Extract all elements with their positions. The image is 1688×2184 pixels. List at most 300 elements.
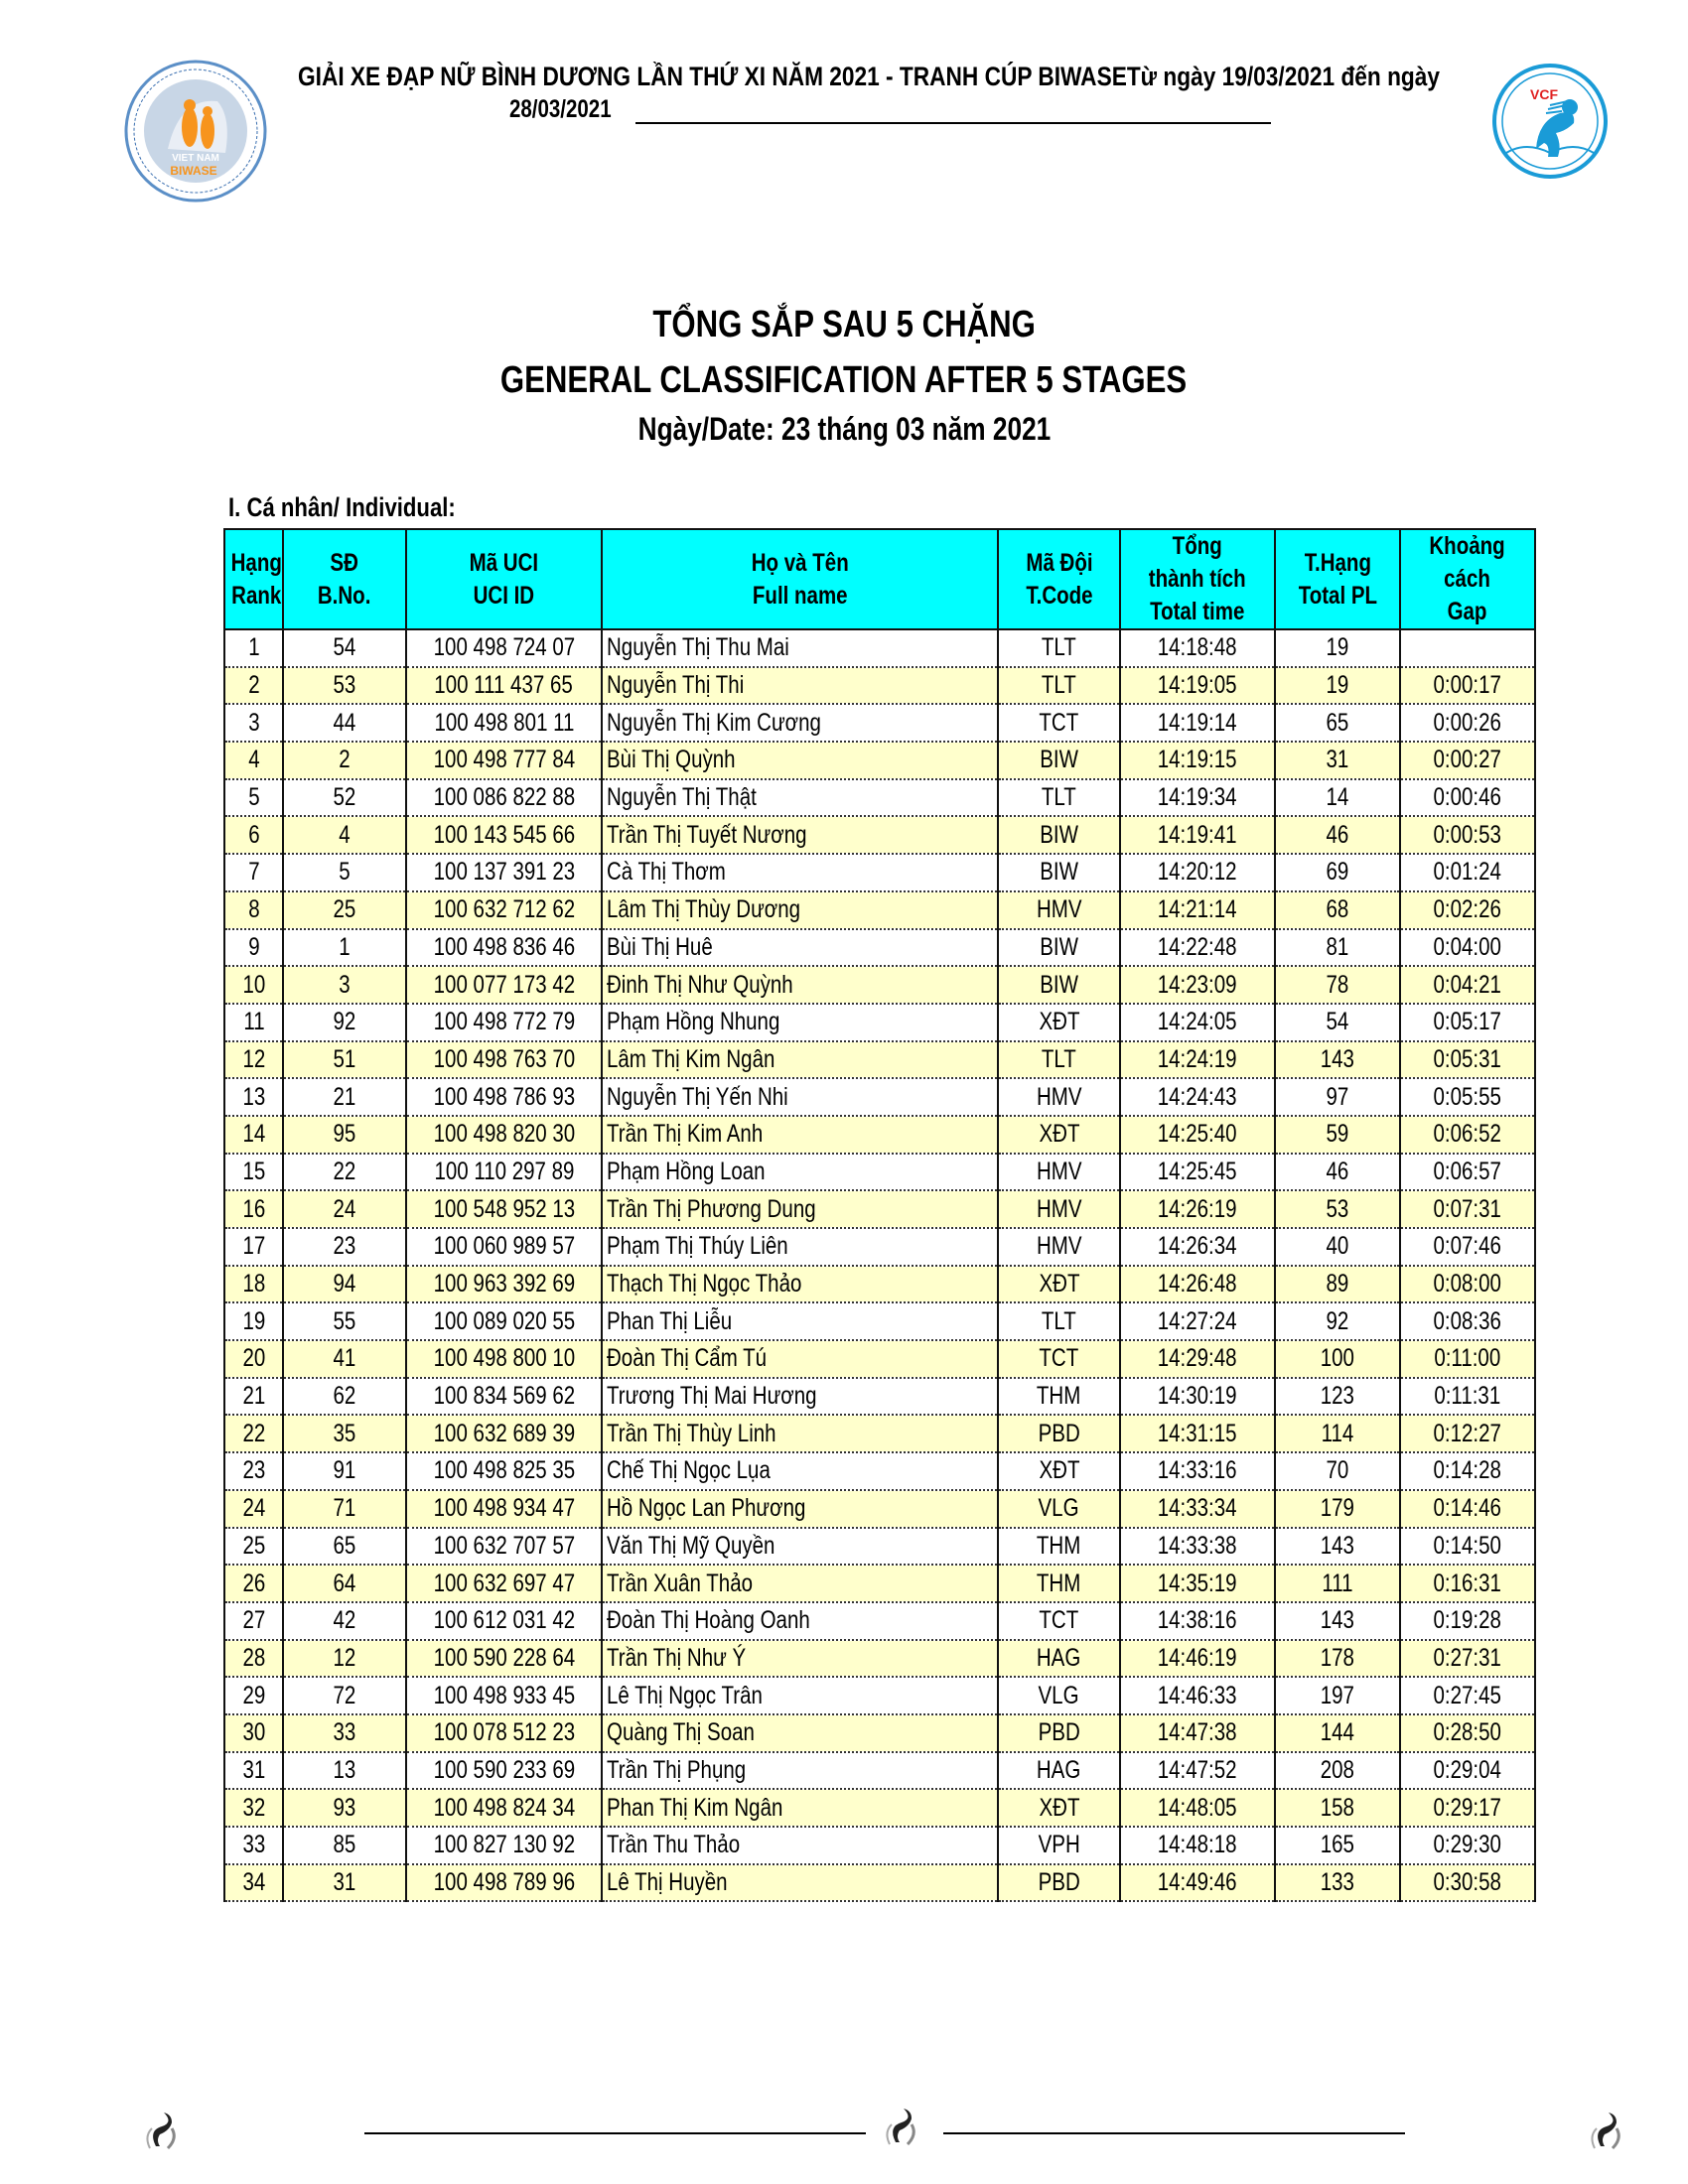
cell-total-pl: 158 (1275, 1789, 1400, 1827)
cell-uci-id: 100 632 697 47 (406, 1565, 602, 1602)
cell-gap: 0:00:17 (1400, 667, 1535, 705)
table-row (224, 1340, 1535, 1378)
cell-total-time: 14:18:48 (1120, 629, 1275, 667)
cell-full-name: Nguyễn Thị Yến Nhi (602, 1078, 998, 1116)
cell-rank: 26 (224, 1565, 283, 1602)
cell-uci-id: 100 060 989 57 (406, 1228, 602, 1266)
cell-rank: 19 (224, 1302, 283, 1340)
cell-uci-id: 100 498 934 47 (406, 1490, 602, 1528)
cyclist-swirl-icon (134, 2097, 194, 2156)
cell-total-pl: 19 (1275, 629, 1400, 667)
table-row (224, 1415, 1535, 1452)
cell-gap: 0:08:00 (1400, 1266, 1535, 1303)
cell-team-code: XĐT (998, 1789, 1120, 1827)
cell-gap: 0:04:21 (1400, 966, 1535, 1004)
cell-gap: 0:01:24 (1400, 854, 1535, 891)
section-label: I. Cá nhân/ Individual: (228, 492, 456, 522)
cell-gap: 0:06:57 (1400, 1154, 1535, 1191)
cell-total-time: 14:27:24 (1120, 1302, 1275, 1340)
cell-bib: 33 (283, 1714, 406, 1752)
cell-team-code: HMV (998, 1078, 1120, 1116)
cell-uci-id: 100 498 789 96 (406, 1864, 602, 1902)
cell-full-name: Thạch Thị Ngọc Thảo (602, 1266, 998, 1303)
cell-team-code: TLT (998, 1041, 1120, 1079)
cell-total-pl: 143 (1275, 1528, 1400, 1566)
cell-rank: 13 (224, 1078, 283, 1116)
table-row (224, 1452, 1535, 1490)
table-row (224, 1752, 1535, 1790)
cell-full-name: Bùi Thị Huê (602, 929, 998, 967)
cell-total-time: 14:26:34 (1120, 1228, 1275, 1266)
table-row (224, 1640, 1535, 1678)
cell-total-pl: 65 (1275, 704, 1400, 742)
cell-total-pl: 114 (1275, 1415, 1400, 1452)
cell-gap: 0:27:31 (1400, 1640, 1535, 1678)
cell-rank: 4 (224, 742, 283, 779)
cell-rank: 14 (224, 1116, 283, 1154)
table-row (224, 742, 1535, 779)
cell-gap: 0:11:31 (1400, 1378, 1535, 1416)
cell-uci-id: 100 498 777 84 (406, 742, 602, 779)
table-row (224, 1528, 1535, 1566)
cell-gap: 0:05:55 (1400, 1078, 1535, 1116)
cell-team-code: TLT (998, 779, 1120, 817)
cell-total-time: 14:19:15 (1120, 742, 1275, 779)
cell-bib: 44 (283, 704, 406, 742)
table-row (224, 1154, 1535, 1191)
table-row (224, 929, 1535, 967)
cell-team-code: VLG (998, 1677, 1120, 1714)
cell-total-pl: 14 (1275, 779, 1400, 817)
cell-total-pl: 78 (1275, 966, 1400, 1004)
cell-team-code: TLT (998, 667, 1120, 705)
cell-bib: 5 (283, 854, 406, 891)
cell-total-pl: 69 (1275, 854, 1400, 891)
cell-team-code: PBD (998, 1714, 1120, 1752)
cell-bib: 54 (283, 629, 406, 667)
cell-team-code: VLG (998, 1490, 1120, 1528)
cell-full-name: Lâm Thị Thùy Dương (602, 891, 998, 929)
cell-total-pl: 143 (1275, 1602, 1400, 1640)
cell-uci-id: 100 590 228 64 (406, 1640, 602, 1678)
table-row (224, 1004, 1535, 1041)
cell-rank: 10 (224, 966, 283, 1004)
cyclist-swirl-icon (1579, 2097, 1638, 2156)
cell-team-code: XĐT (998, 1452, 1120, 1490)
cell-uci-id: 100 498 800 10 (406, 1340, 602, 1378)
cell-total-pl: 46 (1275, 816, 1400, 854)
cell-bib: 52 (283, 779, 406, 817)
cell-gap: 0:05:17 (1400, 1004, 1535, 1041)
cell-full-name: Phan Thị Kim Ngân (602, 1789, 998, 1827)
cell-total-time: 14:19:34 (1120, 779, 1275, 817)
table-row (224, 1190, 1535, 1228)
cell-uci-id: 100 498 820 30 (406, 1116, 602, 1154)
cell-total-time: 14:21:14 (1120, 891, 1275, 929)
cell-bib: 4 (283, 816, 406, 854)
cell-total-time: 14:26:19 (1120, 1190, 1275, 1228)
table-row (224, 1602, 1535, 1640)
cell-full-name: Chế Thị Ngọc Lụa (602, 1452, 998, 1490)
cell-rank: 33 (224, 1827, 283, 1864)
logo-left-brand: BIWASE (170, 164, 217, 178)
cell-gap: 0:12:27 (1400, 1415, 1535, 1452)
cell-gap: 0:00:27 (1400, 742, 1535, 779)
cell-full-name: Lâm Thị Kim Ngân (602, 1041, 998, 1079)
cell-total-time: 14:30:19 (1120, 1378, 1275, 1416)
cell-total-pl: 89 (1275, 1266, 1400, 1303)
cell-bib: 72 (283, 1677, 406, 1714)
table-row (224, 629, 1535, 667)
cell-gap: 0:29:04 (1400, 1752, 1535, 1790)
cell-total-time: 14:29:48 (1120, 1340, 1275, 1378)
cell-uci-id: 100 498 763 70 (406, 1041, 602, 1079)
cell-total-time: 14:24:19 (1120, 1041, 1275, 1079)
cell-bib: 93 (283, 1789, 406, 1827)
table-row (224, 816, 1535, 854)
cell-bib: 35 (283, 1415, 406, 1452)
cell-uci-id: 100 548 952 13 (406, 1190, 602, 1228)
cell-team-code: BIW (998, 929, 1120, 967)
cell-bib: 2 (283, 742, 406, 779)
cell-total-time: 14:47:52 (1120, 1752, 1275, 1790)
cell-bib: 24 (283, 1190, 406, 1228)
cell-total-time: 14:33:34 (1120, 1490, 1275, 1528)
cell-rank: 16 (224, 1190, 283, 1228)
event-dates (509, 95, 1271, 124)
cell-uci-id: 100 498 724 07 (406, 629, 602, 667)
cell-total-time: 14:26:48 (1120, 1266, 1275, 1303)
cell-total-time: 14:24:43 (1120, 1078, 1275, 1116)
cell-total-time: 14:33:38 (1120, 1528, 1275, 1566)
cell-total-time: 14:22:48 (1120, 929, 1275, 967)
cell-total-time: 14:46:33 (1120, 1677, 1275, 1714)
table-row (224, 966, 1535, 1004)
header-rule (635, 100, 1271, 124)
cell-uci-id: 100 089 020 55 (406, 1302, 602, 1340)
col-header-bib: SĐ B.No. (283, 529, 406, 629)
cell-full-name: Trần Thị Như Ý (602, 1640, 998, 1678)
cell-total-pl: 111 (1275, 1565, 1400, 1602)
cell-bib: 1 (283, 929, 406, 967)
logo-left-text: VIET NAM (172, 153, 219, 164)
cell-bib: 21 (283, 1078, 406, 1116)
cell-bib: 65 (283, 1528, 406, 1566)
cell-uci-id: 100 086 822 88 (406, 779, 602, 817)
cell-rank: 27 (224, 1602, 283, 1640)
cell-bib: 55 (283, 1302, 406, 1340)
cell-gap: 0:16:31 (1400, 1565, 1535, 1602)
cell-total-pl: 53 (1275, 1190, 1400, 1228)
cell-uci-id: 100 498 933 45 (406, 1677, 602, 1714)
cell-total-time: 14:47:38 (1120, 1714, 1275, 1752)
cell-total-pl: 197 (1275, 1677, 1400, 1714)
cell-uci-id: 100 498 836 46 (406, 929, 602, 967)
cell-uci-id: 100 110 297 89 (406, 1154, 602, 1191)
table-row (224, 854, 1535, 891)
cell-total-time: 14:25:40 (1120, 1116, 1275, 1154)
cell-rank: 3 (224, 704, 283, 742)
cell-gap: 0:07:31 (1400, 1190, 1535, 1228)
cell-uci-id: 100 111 437 65 (406, 667, 602, 705)
cell-total-pl: 133 (1275, 1864, 1400, 1902)
cell-uci-id: 100 834 569 62 (406, 1378, 602, 1416)
table-row (224, 1565, 1535, 1602)
table-row (224, 779, 1535, 817)
cell-bib: 92 (283, 1004, 406, 1041)
event-title-text: GIẢI XE ĐẠP NỮ BÌNH DƯƠNG LẦN THỨ XI NĂM 2021 - TRANH CÚP BIWASETừ ngày 19/03/2021 đến ngày (298, 62, 1441, 91)
cell-rank: 11 (224, 1004, 283, 1041)
cell-full-name: Cà Thị Thơm (602, 854, 998, 891)
cell-uci-id: 100 498 786 93 (406, 1078, 602, 1116)
cell-total-time: 14:31:15 (1120, 1415, 1275, 1452)
cell-gap: 0:04:00 (1400, 929, 1535, 967)
table-row (224, 1228, 1535, 1266)
cell-full-name: Phạm Thị Thúy Liên (602, 1228, 998, 1266)
cell-rank: 30 (224, 1714, 283, 1752)
cell-uci-id: 100 137 391 23 (406, 854, 602, 891)
cell-total-pl: 81 (1275, 929, 1400, 967)
cell-rank: 23 (224, 1452, 283, 1490)
cell-team-code: HMV (998, 891, 1120, 929)
cell-total-time: 14:19:41 (1120, 816, 1275, 854)
cell-rank: 22 (224, 1415, 283, 1452)
cell-uci-id: 100 590 233 69 (406, 1752, 602, 1790)
col-header-total-time: Tổng thành tích Total time (1120, 529, 1275, 629)
cell-total-pl: 123 (1275, 1378, 1400, 1416)
event-end-date: 28/03/2021 (509, 95, 612, 123)
cell-total-pl: 19 (1275, 667, 1400, 705)
cell-bib: 53 (283, 667, 406, 705)
table-row (224, 1078, 1535, 1116)
cell-rank: 9 (224, 929, 283, 967)
cell-full-name: Nguyễn Thị Thi (602, 667, 998, 705)
cell-full-name: Nguyễn Thị Thật (602, 779, 998, 817)
cell-rank: 18 (224, 1266, 283, 1303)
cell-full-name: Trần Thị Thùy Linh (602, 1415, 998, 1452)
cell-uci-id: 100 498 824 34 (406, 1789, 602, 1827)
cell-team-code: PBD (998, 1864, 1120, 1902)
cell-team-code: THM (998, 1528, 1120, 1566)
cell-gap: 0:29:17 (1400, 1789, 1535, 1827)
cell-full-name: Phạm Hồng Nhung (602, 1004, 998, 1041)
cell-uci-id: 100 077 173 42 (406, 966, 602, 1004)
cell-team-code: TCT (998, 1340, 1120, 1378)
cell-rank: 20 (224, 1340, 283, 1378)
cell-gap: 0:05:31 (1400, 1041, 1535, 1079)
cell-bib: 64 (283, 1565, 406, 1602)
cell-gap: 0:02:26 (1400, 891, 1535, 929)
cell-full-name: Trần Thị Tuyết Nương (602, 816, 998, 854)
cell-bib: 71 (283, 1490, 406, 1528)
cell-total-time: 14:20:12 (1120, 854, 1275, 891)
cell-full-name: Bùi Thị Quỳnh (602, 742, 998, 779)
table-row (224, 1266, 1535, 1303)
cell-full-name: Lê Thị Ngọc Trân (602, 1677, 998, 1714)
cell-total-time: 14:48:05 (1120, 1789, 1275, 1827)
cell-gap (1400, 629, 1535, 667)
table-row (224, 891, 1535, 929)
cell-team-code: XĐT (998, 1266, 1120, 1303)
table-row (224, 1302, 1535, 1340)
cell-uci-id: 100 498 825 35 (406, 1452, 602, 1490)
page-date: Ngày/Date: 23 tháng 03 năm 2021 (637, 411, 1051, 447)
cell-full-name: Quàng Thị Soan (602, 1714, 998, 1752)
table-row (224, 1116, 1535, 1154)
cell-total-pl: 165 (1275, 1827, 1400, 1864)
cell-uci-id: 100 632 712 62 (406, 891, 602, 929)
cell-gap: 0:28:50 (1400, 1714, 1535, 1752)
cell-full-name: Trần Thị Phương Dung (602, 1190, 998, 1228)
cell-team-code: HAG (998, 1640, 1120, 1678)
cell-gap: 0:00:26 (1400, 704, 1535, 742)
cell-full-name: Nguyễn Thị Kim Cương (602, 704, 998, 742)
cell-rank: 25 (224, 1528, 283, 1566)
cell-rank: 21 (224, 1378, 283, 1416)
table-header-row (224, 529, 1535, 629)
cell-full-name: Trần Thị Kim Anh (602, 1116, 998, 1154)
cell-team-code: TCT (998, 704, 1120, 742)
cell-total-time: 14:46:19 (1120, 1640, 1275, 1678)
cell-bib: 23 (283, 1228, 406, 1266)
table-row (224, 667, 1535, 705)
cell-uci-id: 100 632 707 57 (406, 1528, 602, 1566)
cell-total-pl: 70 (1275, 1452, 1400, 1490)
cell-total-time: 14:35:19 (1120, 1565, 1275, 1602)
cell-full-name: Trần Thu Thảo (602, 1827, 998, 1864)
cell-full-name: Trần Thị Phụng (602, 1752, 998, 1790)
cell-total-pl: 59 (1275, 1116, 1400, 1154)
cell-gap: 0:00:53 (1400, 816, 1535, 854)
cell-uci-id: 100 498 801 11 (406, 704, 602, 742)
cell-full-name: Phạm Hồng Loan (602, 1154, 998, 1191)
cell-total-pl: 100 (1275, 1340, 1400, 1378)
cell-total-pl: 144 (1275, 1714, 1400, 1752)
cell-total-pl: 54 (1275, 1004, 1400, 1041)
cell-team-code: TLT (998, 1302, 1120, 1340)
cell-gap: 0:08:36 (1400, 1302, 1535, 1340)
cell-uci-id: 100 632 689 39 (406, 1415, 602, 1452)
table-row (224, 1041, 1535, 1079)
table-row (224, 1864, 1535, 1902)
cell-rank: 31 (224, 1752, 283, 1790)
cell-bib: 12 (283, 1640, 406, 1678)
cell-team-code: BIW (998, 816, 1120, 854)
col-header-full-name: Họ và Tên Full name (602, 529, 998, 629)
cell-bib: 13 (283, 1752, 406, 1790)
cell-team-code: XĐT (998, 1004, 1120, 1041)
cell-rank: 34 (224, 1864, 283, 1902)
cell-bib: 91 (283, 1452, 406, 1490)
cell-total-time: 14:19:14 (1120, 704, 1275, 742)
cell-total-pl: 178 (1275, 1640, 1400, 1678)
footer-rule (943, 2132, 1405, 2134)
cell-bib: 25 (283, 891, 406, 929)
cell-total-pl: 31 (1275, 742, 1400, 779)
cell-rank: 6 (224, 816, 283, 854)
cell-team-code: THM (998, 1565, 1120, 1602)
event-title (298, 62, 1489, 92)
cell-gap: 0:11:00 (1400, 1340, 1535, 1378)
cell-total-time: 14:49:46 (1120, 1864, 1275, 1902)
footer-rule (364, 2132, 866, 2134)
cell-gap: 0:30:58 (1400, 1864, 1535, 1902)
cell-team-code: BIW (998, 966, 1120, 1004)
cell-full-name: Đoàn Thị Hoàng Oanh (602, 1602, 998, 1640)
cell-team-code: VPH (998, 1827, 1120, 1864)
cell-rank: 1 (224, 629, 283, 667)
cell-total-time: 14:19:05 (1120, 667, 1275, 705)
cell-full-name: Hồ Ngọc Lan Phương (602, 1490, 998, 1528)
cell-rank: 5 (224, 779, 283, 817)
cell-total-time: 14:24:05 (1120, 1004, 1275, 1041)
cell-uci-id: 100 498 772 79 (406, 1004, 602, 1041)
cell-total-pl: 46 (1275, 1154, 1400, 1191)
cell-team-code: HMV (998, 1190, 1120, 1228)
cell-team-code: HMV (998, 1154, 1120, 1191)
cell-bib: 3 (283, 966, 406, 1004)
cell-total-time: 14:25:45 (1120, 1154, 1275, 1191)
table-row (224, 1714, 1535, 1752)
cell-team-code: PBD (998, 1415, 1120, 1452)
cell-rank: 24 (224, 1490, 283, 1528)
cell-gap: 0:14:50 (1400, 1528, 1535, 1566)
page-title-vn: TỔNG SẮP SAU 5 CHẶNG (652, 304, 1036, 345)
cell-rank: 28 (224, 1640, 283, 1678)
cell-total-time: 14:48:18 (1120, 1827, 1275, 1864)
cell-gap: 0:06:52 (1400, 1116, 1535, 1154)
cell-uci-id: 100 827 130 92 (406, 1827, 602, 1864)
cell-team-code: TCT (998, 1602, 1120, 1640)
cell-team-code: BIW (998, 742, 1120, 779)
cell-rank: 12 (224, 1041, 283, 1079)
cell-team-code: HAG (998, 1752, 1120, 1790)
cell-bib: 51 (283, 1041, 406, 1079)
table-row (224, 1789, 1535, 1827)
cell-rank: 15 (224, 1154, 283, 1191)
cell-gap: 0:00:46 (1400, 779, 1535, 817)
vcf-logo-icon (1486, 62, 1614, 181)
cell-bib: 41 (283, 1340, 406, 1378)
cell-full-name: Đinh Thị Như Quỳnh (602, 966, 998, 1004)
cell-total-pl: 92 (1275, 1302, 1400, 1340)
cell-uci-id: 100 078 512 23 (406, 1714, 602, 1752)
cell-uci-id: 100 143 545 66 (406, 816, 602, 854)
table-row (224, 1677, 1535, 1714)
cell-full-name: Trần Xuân Thảo (602, 1565, 998, 1602)
cell-gap: 0:14:28 (1400, 1452, 1535, 1490)
cyclist-swirl-icon (874, 2093, 933, 2152)
cell-rank: 32 (224, 1789, 283, 1827)
cell-full-name: Phan Thị Liễu (602, 1302, 998, 1340)
cell-bib: 85 (283, 1827, 406, 1864)
cell-full-name: Trương Thị Mai Hương (602, 1378, 998, 1416)
col-header-team-code: Mã Đội T.Code (998, 529, 1120, 629)
cell-bib: 95 (283, 1116, 406, 1154)
table-row (224, 1378, 1535, 1416)
cell-bib: 22 (283, 1154, 406, 1191)
table-row (224, 1490, 1535, 1528)
tournament-logo-icon (122, 58, 269, 205)
cell-total-pl: 68 (1275, 891, 1400, 929)
col-header-total-pl: T.Hạng Total PL (1275, 529, 1400, 629)
cell-rank: 8 (224, 891, 283, 929)
cell-rank: 2 (224, 667, 283, 705)
cell-total-pl: 40 (1275, 1228, 1400, 1266)
cell-total-time: 14:33:16 (1120, 1452, 1275, 1490)
cell-team-code: TLT (998, 629, 1120, 667)
cell-total-pl: 97 (1275, 1078, 1400, 1116)
